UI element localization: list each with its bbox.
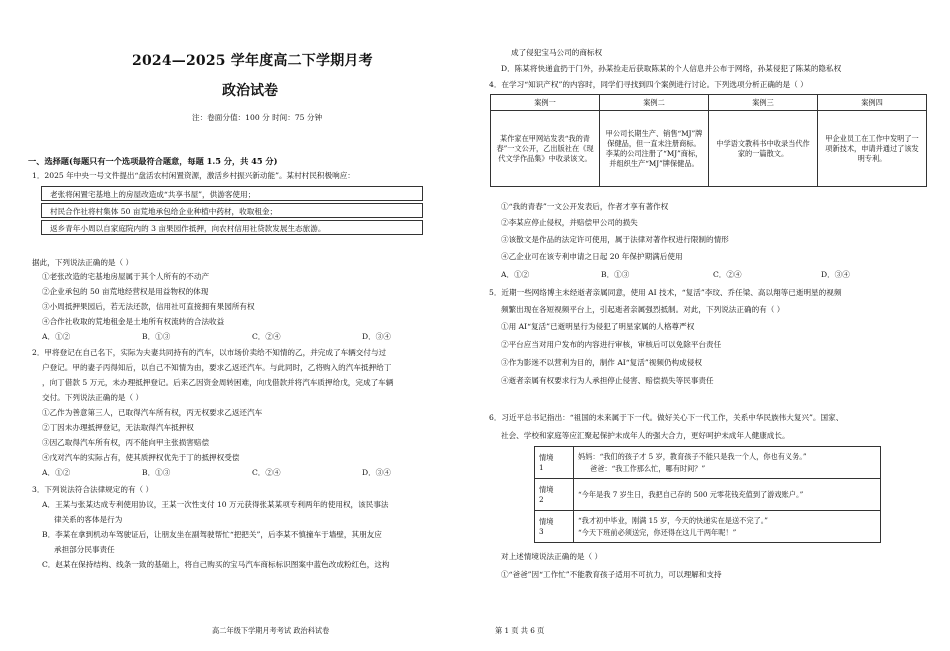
q4-item: ②李某应停止侵权，并赔偿甲公司的损失 [501,218,638,227]
exam-title: 2024—2025 学年度高二下学期月考 [132,53,373,69]
q3-line: B．李某在拿到机动车驾驶证后，让朋友坐在副驾驶帮忙“把把关”，后李某不慎撞车于墙壁，其朋友应 [42,530,382,539]
scenario-label-number: 2 [539,494,544,504]
q5-item: ④逝者亲属有权要求行为人承担停止侵害、赔偿损失等民事责任 [501,376,714,385]
scenario-text [574,447,881,479]
section-heading: 一、选择题(每题只有一个选项最符合题意，每题 1.5 分，共 45 分) [28,156,278,166]
table-header: 案例一 [491,95,600,111]
q6-line: 6．习近平总书记指出：“祖国的未来属于下一代。做好关心下一代工作，关系中华民族伟大复兴”。国家、 [489,413,844,422]
scenario-line: 爸爸：“我工作那么忙，哪有时间？” [590,463,706,473]
option-c[interactable]: C．②④ [252,332,281,341]
q1-boxes [41,186,423,237]
q2-item: ②丁因未办理抵押登记，无法取得汽车抵押权 [42,423,194,432]
q6-line: 社会、学校和家庭等应汇聚起保护未成年人的强大合力，更好呵护未成年人健康成长。 [501,431,790,440]
option-a[interactable]: A．①② [42,332,71,341]
q5-item: ②平台应当对用户发布的内容进行审核，审核后可以免除平台责任 [501,340,722,349]
q3-line: C．赵某在保持结构、线条一致的基础上，将自己购买的宝马汽车商标标识图案中蓝色改成粉红色，这构 [42,560,390,569]
q4-item: ③该散文是作品的法定许可使用，属于法律对著作权进行限制的情形 [501,235,729,244]
scenario-text [574,479,881,511]
option-b[interactable]: B．①③ [601,270,630,279]
scenario-label-text: 情境 [539,516,554,526]
q6-scenario-table [534,446,881,543]
q3-option-d: D．陈某将快递盒扔于门外，孙某捡走后获取陈某的个人信息并公布于网络，孙某侵犯了陈某的隐私权 [501,64,842,73]
q4-item: ①“我的青春”一文公开发表后，作者才享有著作权 [501,202,669,211]
q6-ask: 对上述情境说法正确的是（ ） [501,552,603,561]
q1-item: ①老张改造的宅基地房屋属于其个人所有的不动产 [42,272,210,281]
footer-page-number: 第 1 页 共 6 页 [495,626,545,635]
q4-stem: 4．在学习“知识产权”的内容时，同学们寻找到四个案例进行讨论。下列选项分析正确的是（ ） [489,80,808,89]
scenario-label [535,479,574,511]
option-d[interactable]: D．③④ [362,332,391,341]
option-d[interactable]: D．③④ [362,468,391,477]
table-cell: 某作家在甲网站发表“我的青春”一文公开，乙出版社在《现代文学作品集》中收录该文。 [491,111,600,187]
scenario-label-number: 1 [539,462,544,472]
scenario-label-text: 情境 [539,452,554,462]
q2-line: 2．甲将登记在自己名下，实际为夫妻共同持有的汽车，以市场价卖给不知情的乙，并完成了车辆交付与过 [32,348,387,357]
table-header: 案例二 [600,95,709,111]
option-c[interactable]: C．②④ [252,468,281,477]
table-header: 案例四 [818,95,927,111]
q1-stem: 1．2025 年中央一号文件提出“盘活农村闲置资源，激活乡村振兴新动能”。某村村民积极响应： [32,171,355,180]
option-d[interactable]: D．③④ [821,270,850,279]
q1-item: ③小周抵押果园后，若无法还款，信用社可直接拥有果园所有权 [42,302,255,311]
footer-left: 高二年级下学期月考考试 政治科试卷 [212,626,330,635]
q2-item: ④戊对汽车的实际占有，使其质押权优先于丁的抵押权受偿 [42,453,240,462]
scenario-line: “今年是我 7 岁生日，我把自己存的 500 元零花钱充值到了游戏账户。” [578,489,804,499]
option-b[interactable]: B．①③ [142,468,171,477]
scenario-text [574,511,881,543]
table-cell: 甲公司长期生产、销售“MJ”牌保健品，但一直未注册商标。李某的公司注册了“MJ”商标，并组织生产“MJ”牌保健品。 [600,111,709,187]
q3-continuation: 成了侵犯宝马公司的商标权 [511,48,603,57]
q1-ask: 据此，下列说法正确的是（ ） [32,258,134,267]
scenario-line: “我才初中毕业，刚满 15 岁，今天的快递实在是送不完了。” [578,515,768,525]
q3-line: A．王某与张某达成专利使用协议，王某一次性支付 10 万元获得张某某项专利两年的使用权，该民事法 [42,500,389,509]
option-c[interactable]: C．②④ [713,270,742,279]
q4-case-table [490,94,927,187]
scenario-label [535,447,574,479]
q1-item: ②企业承包的 50 亩荒地经营权是用益物权的体现 [42,287,209,296]
q2-item: ③因乙取得汽车所有权，丙不能向甲主张损害赔偿 [42,438,210,447]
scenario-label-text: 情境 [539,484,554,494]
option-b[interactable]: B．①③ [142,332,171,341]
exam-note: 注：卷面分值：100 分 时间：75 分钟 [192,113,323,122]
scenario-line: “今天下班前必须送完，你还得在这儿干两年呢！” [578,527,737,537]
q3-stem: 3．下列说法符合法律规定的有（ ） [32,485,154,494]
option-a[interactable]: A．①② [501,270,530,279]
q1-box: 村民合作社将村集体 50 亩荒地承包给企业种植中药材，收取租金； [41,203,423,218]
q1-box: 返乡青年小周以自家庭院内的 3 亩果园作抵押，向农村信用社贷款发展生态旅游。 [41,220,423,235]
q2-line: ，向丁借款 5 万元，未办理抵押登记。后来乙因资金周转困难，向戊借款并将汽车质押给戊，完成了车辆 [42,378,394,387]
q6-item: ①“爸爸”因“工作忙”不能教育孩子适用不可抗力，可以理解和支持 [501,570,722,579]
q1-item: ④合作社收取的荒地租金是土地所有权流转的合法收益 [42,317,225,326]
table-header: 案例三 [709,95,818,111]
q2-line: 交付。下列说法正确的是（ ） [42,393,144,402]
q2-item: ①乙作为善意第三人，已取得汽车所有权，丙无权要求乙返还汽车 [42,408,263,417]
q1-box: 老张将闲置宅基地上的房屋改造成“共享书屋”，供游客使用； [41,186,423,201]
q2-line: 户登记。甲的妻子丙得知后，以自己不知情为由，要求乙返还汽车。与此同时，乙将购入的汽车抵押给丁 [42,363,392,372]
table-cell: 甲企业员工在工作中发明了一项新技术，申请并通过了该发明专利。 [818,111,927,187]
q3-line: 承担部分民事责任 [54,545,115,554]
exam-subtitle: 政治试卷 [222,83,278,99]
scenario-label-number: 3 [539,526,544,536]
scenario-line: 妈妈：“我们的孩子才 5 岁，教育孩子不能只是我一个人，你也有义务。” [578,451,807,461]
q5-item: ①用 AI“复活”已逝明星行为侵犯了明星家属的人格尊严权 [501,322,695,331]
q5-line: 5．近期一些网络博主未经逝者亲属同意，使用 AI 技术，“复活”李玟、乔任梁、高以翔等已逝明星的视频 [489,288,842,297]
q4-item: ④乙企业可在该专利申请之日起 20 年保护期满后使用 [501,252,683,261]
table-cell: 中学语文教科书中收录当代作家的一篇散文。 [709,111,818,187]
q3-line: 律关系的客体是行为 [54,515,123,524]
q5-item: ③作为影迷不以营利为目的，制作 AI“复活”视频仍构成侵权 [501,358,702,367]
q5-line: 频繁出现在各短视频平台上，引起逝者亲属强烈抵制。对此，下列说法正确的有（ ） [501,305,785,314]
option-a[interactable]: A．①② [42,468,71,477]
scenario-label [535,511,574,543]
